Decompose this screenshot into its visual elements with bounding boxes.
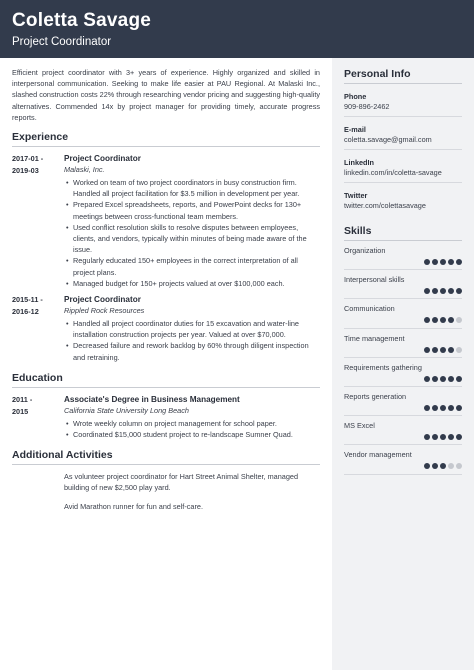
job-company: Rippled Rock Resources (64, 306, 145, 316)
skill-dot-filled (424, 288, 430, 294)
skill-dot-filled (440, 376, 446, 382)
skill-dot-filled (424, 317, 430, 323)
skill-dot-filled (448, 405, 454, 411)
summary-paragraph: Efficient project coordinator with 3+ years of experience. Highly organized and skilled in interpersonal communication. Seeking to make life easier at PAU Regional. At Malaski Inc., slashed construction costs 22% through researching vendor pricing and suggesting high-quality alternatives. Commended 14x by project manager for providing timely, accurate progress reports. (12, 68, 320, 122)
job-bullet: • Worked on team of two project coordinators in busy construction firm. Handled all project facilitation for $3.5 million in development per year. (73, 177, 320, 199)
skill-dot-filled (424, 347, 430, 353)
skill-dot-filled (432, 376, 438, 382)
job-role: Project Coordinator (64, 295, 141, 305)
skill-dot-filled (424, 376, 430, 382)
resume-header (0, 0, 474, 58)
job-bullet-list (64, 318, 320, 363)
skill-dot-filled (432, 405, 438, 411)
skill-name: Time management (344, 333, 405, 343)
job-date-start: 2015-11 - (12, 295, 43, 305)
skill-dot-filled (448, 259, 454, 265)
email-label: E-mail (344, 125, 366, 134)
skill-row (344, 299, 462, 328)
education-bullet: • Coordinated $15,000 student project to re-landscape Sumner Quad. (73, 429, 320, 440)
skill-dot-filled (456, 259, 462, 265)
skill-dot-filled (432, 463, 438, 469)
job-entry (12, 153, 320, 289)
job-bullet-list (64, 177, 320, 289)
linkedin-value: linkedin.com/in/coletta-savage (344, 168, 462, 183)
job-bullet: • Regularly educated 150+ employees in the correct interpretation of all project plans. (73, 255, 320, 277)
skill-dot-filled (440, 463, 446, 469)
job-bullet: • Decreased failure and rework backlog by 60% through diligent inspection and retraining. (73, 340, 320, 362)
skill-dot-filled (440, 405, 446, 411)
skill-name: MS Excel (344, 421, 375, 431)
main-column (12, 67, 320, 519)
skill-dot-empty (456, 347, 462, 353)
skills-heading: Skills (344, 225, 462, 241)
skill-dot-filled (424, 434, 430, 440)
personal-info-heading: Personal Info (344, 68, 462, 84)
job-date-end: 2016-12 (12, 307, 39, 317)
activities-section (12, 449, 320, 512)
activity-item: As volunteer project coordinator for Hart Street Animal Shelter, managed building of new $2,500 play yard. (64, 472, 299, 493)
skill-row (344, 387, 462, 416)
skills-list (344, 241, 462, 475)
experience-section (12, 131, 320, 363)
skill-level-dots (422, 347, 462, 353)
job-bullet: • Prepared Excel spreadsheets, reports, and PowerPoint decks for 130+ meetings between cross-functional team members. (73, 199, 320, 221)
linkedin-label: LinkedIn (344, 158, 374, 167)
skill-row (344, 445, 462, 474)
skill-dot-filled (440, 347, 446, 353)
candidate-title: Project Coordinator (12, 36, 112, 48)
skill-name: Organization (344, 246, 386, 255)
skill-dot-empty (448, 463, 454, 469)
skill-dot-filled (432, 347, 438, 353)
phone-label: Phone (344, 92, 367, 101)
job-dates (12, 294, 58, 318)
skill-name: Interpersonal skills (344, 275, 405, 285)
twitter-label: Twitter (344, 191, 368, 200)
education-dates (12, 394, 58, 418)
skill-level-dots (422, 317, 462, 323)
skill-dot-filled (432, 259, 438, 265)
skill-dot-filled (432, 317, 438, 323)
skill-row (344, 270, 462, 299)
skill-row (344, 241, 462, 270)
skill-dot-filled (456, 288, 462, 294)
education-school: California State University Long Beach (64, 405, 189, 415)
skill-row (344, 358, 462, 387)
skill-level-dots (422, 405, 462, 411)
activity-item: Avid Marathon runner for fun and self-care. (64, 501, 203, 511)
email-value: coletta.savage@gmail.com (344, 135, 462, 150)
skill-dot-filled (448, 288, 454, 294)
job-bullet: • Used conflict resolution skills to resolve disputes between employees, clients, and vendors, typically within minutes of being made aware of the issue. (73, 222, 320, 256)
skill-dot-filled (448, 434, 454, 440)
skill-dot-filled (448, 376, 454, 382)
education-degree: Associate's Degree in Business Management (64, 394, 240, 404)
skill-name: Requirements gathering (344, 362, 422, 372)
skill-dot-empty (456, 317, 462, 323)
sidebar (332, 58, 474, 670)
skill-dot-filled (440, 434, 446, 440)
job-company: Malaski, Inc. (64, 165, 105, 175)
education-bullet-list (64, 418, 320, 440)
skill-level-dots (422, 434, 462, 440)
skill-dot-filled (424, 463, 430, 469)
education-date-end: 2015 (12, 406, 29, 416)
education-entry (12, 394, 320, 440)
job-date-start: 2017-01 - (12, 154, 44, 164)
skill-dot-filled (424, 405, 430, 411)
skill-dot-filled (448, 317, 454, 323)
skill-dot-filled (432, 288, 438, 294)
education-section (12, 372, 320, 440)
skill-dot-filled (440, 288, 446, 294)
skill-name: Reports generation (344, 391, 407, 401)
skill-row (344, 329, 462, 358)
job-role: Project Coordinator (64, 154, 141, 164)
skill-row (344, 416, 462, 445)
skill-dot-filled (448, 347, 454, 353)
skill-level-dots (422, 259, 462, 265)
job-bullet: • Managed budget for 150+ projects valued at over $100,000 each. (73, 278, 320, 289)
skill-level-dots (422, 288, 462, 294)
candidate-name: Coletta Savage (12, 10, 152, 31)
skill-dot-filled (440, 259, 446, 265)
twitter-value: twitter.com/colettasavage (344, 201, 426, 210)
education-heading: Education (12, 372, 320, 388)
skill-name: Vendor management (344, 450, 412, 460)
activities-heading: Additional Activities (12, 449, 320, 465)
skill-dot-filled (424, 259, 430, 265)
skill-name: Communication (344, 304, 395, 314)
skill-dot-filled (456, 405, 462, 411)
skill-level-dots (422, 376, 462, 382)
education-bullet: • Wrote weekly column on project management for school paper. (73, 418, 320, 429)
experience-heading: Experience (12, 131, 320, 147)
skill-dot-filled (456, 376, 462, 382)
job-dates (12, 153, 58, 177)
phone-value: 909-896-2462 (344, 102, 462, 117)
skill-dot-filled (440, 317, 446, 323)
skill-dot-filled (432, 434, 438, 440)
job-entry (12, 294, 320, 363)
job-date-end: 2019-03 (12, 166, 39, 176)
job-bullet: • Handled all project coordinator duties for 15 excavation and water-line installation construction projects per year. Valued at over $70,000. (73, 318, 320, 340)
skill-dot-empty (456, 463, 462, 469)
skill-level-dots (422, 463, 462, 469)
education-date-start: 2011 - (12, 394, 33, 404)
skill-dot-filled (456, 434, 462, 440)
